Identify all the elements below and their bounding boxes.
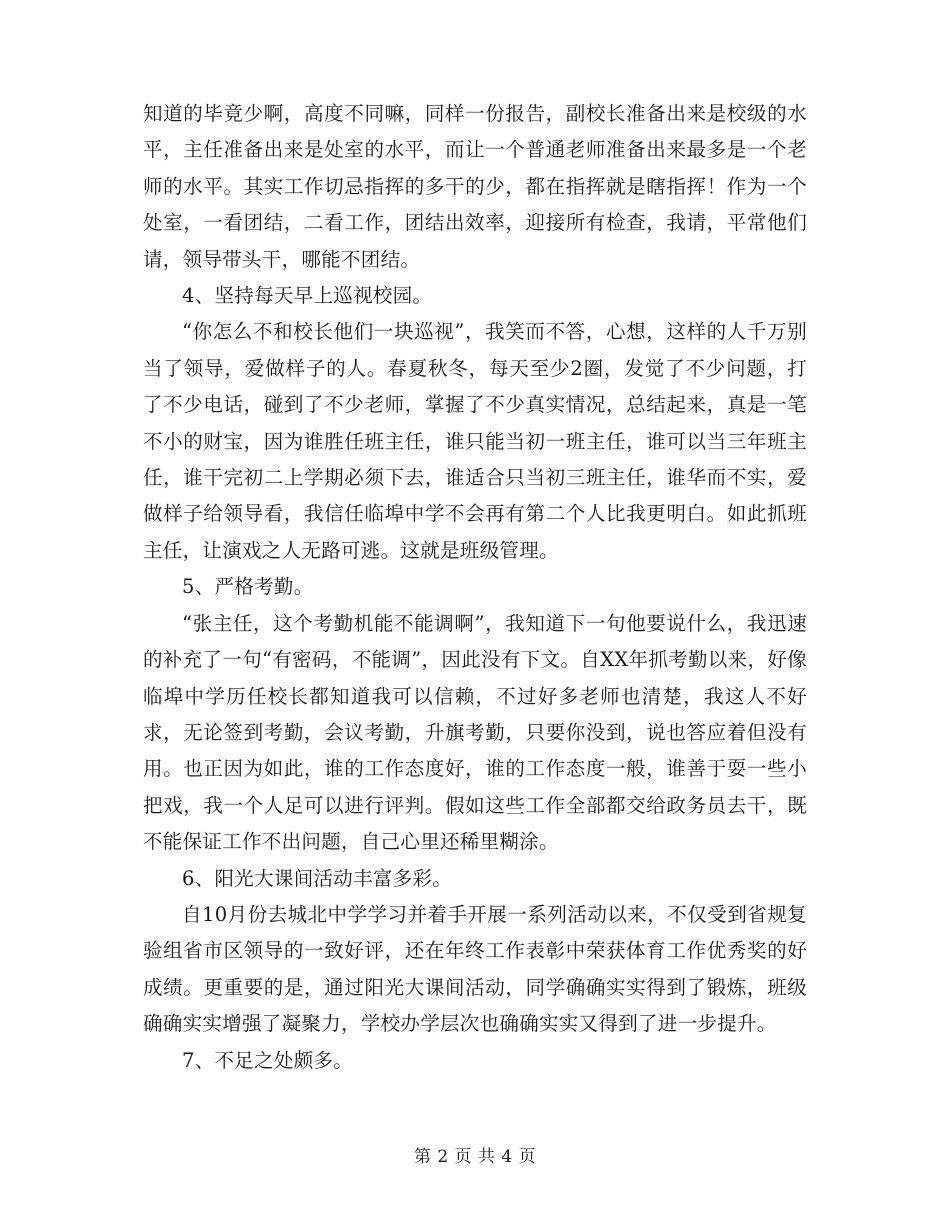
section-heading-5: 5、严格考勤。 <box>182 575 314 599</box>
page-number-footer: 第 2 页 共 4 页 <box>413 1147 537 1167</box>
document-body <box>143 96 807 1079</box>
paragraph-continued: 知道的毕竟少啊，高度不同嘛，同样一份报告，副校长准备出来是校级的水平，主任准备出来是处室的水平，而让一个普通老师准备出来最多是一个老师的水平。其实工作切忌指挥的多干的少，都在指挥就是瞎指挥！作为一个处室，一看团结，二看工作，团结出效率，迎接所有检查，我请，平常他们请，领导带头干，哪能不团结。 <box>143 102 807 271</box>
paragraph-activities: 自10月份去城北中学学习并着手开展一系列活动以来，不仅受到省规复验组省市区领导的一致好评，还在年终工作表彰中荣获体育工作优秀奖的好成绩。更重要的是，通过阳光大课间活动，同学确确实实得到了锻炼，班级确确实实增强了凝聚力，学校办学层次也确确实实又得到了进一步提升。 <box>143 902 807 1036</box>
section-heading-6: 6、阳光大课间活动丰富多彩。 <box>182 866 453 890</box>
paragraph-attendance: “张主任，这个考勤机能不能调啊”，我知道下一句他要说什么，我迅速的补充了一句“有密码，不能调”，因此没有下文。自XX年抓考勤以来，好像临埠中学历任校长都知道我可以信赖，不过好多老师也清楚，我这人不好求，无论签到考勤，会议考勤，升旗考勤，只要你没到，说也答应着但没有用。也正因为如此，谁的工作态度好，谁的工作态度一般，谁善于耍一些小把戏，我一个人足可以进行评判。假如这些工作全部都交给政务员去干，既不能保证工作不出问题，自己心里还稀里糊涂。 <box>143 611 807 854</box>
paragraph-patrol: “你怎么不和校长他们一块巡视”，我笑而不答，心想，这样的人千万别当了领导，爱做样子的人。春夏秋冬，每天至少2圈，发觉了不少问题，打了不少电话，碰到了不少老师，掌握了不少真实情况，总结起来，真是一笔不小的财宝，因为谁胜任班主任，谁只能当初一班主任，谁可以当三年班主任，谁干完初二上学期必须下去，谁适合只当初三班主任，谁华而不实，爱做样子给领导看，我信任临埠中学不会再有第二个人比我更明白。如此抓班主任，让演戏之人无路可逃。这就是班级管理。 <box>143 320 807 562</box>
section-heading-4: 4、坚持每天早上巡视校园。 <box>182 284 433 308</box>
section-heading-7: 7、不足之处颇多。 <box>182 1048 354 1072</box>
